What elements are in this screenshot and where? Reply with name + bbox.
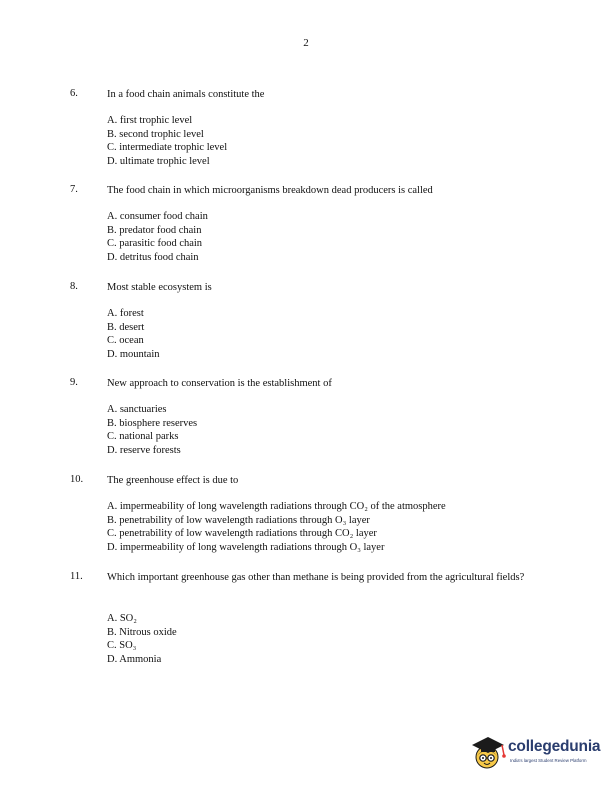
option-d: D. ultimate trophic level [107, 155, 210, 167]
option-b: B. Nitrous oxide [107, 626, 177, 638]
option-c: C. intermediate trophic level [107, 142, 228, 153]
option-c: C. ocean [107, 335, 144, 346]
option-d: D. reserve forests [107, 444, 181, 456]
option-c: C. penetrability of low wavelength radiations through CO₂ layer [107, 528, 377, 539]
question-text: The greenhouse effect is due to [107, 475, 239, 486]
question-number: 10. [70, 474, 84, 485]
question-number: 9. [70, 377, 78, 388]
collegedunia-logo [470, 733, 606, 773]
option-b: B. penetrability of low wavelength radiations through O₃ layer [107, 514, 370, 526]
question-text: New approach to conservation is the establishment of [107, 378, 332, 389]
question-number: 11. [70, 571, 83, 582]
option-d: D. mountain [107, 348, 160, 360]
question-number: 6. [70, 88, 78, 99]
option-b: B. second trophic level [107, 128, 204, 140]
graduate-mascot-icon [470, 733, 510, 773]
option-list [107, 403, 197, 457]
option-d: D. impermeability of long wavelength radiations through O₃ layer [107, 541, 385, 553]
option-a: A. consumer food chain [107, 211, 208, 222]
page-number: 2 [303, 37, 309, 49]
option-c: C. parasitic food chain [107, 238, 203, 249]
option-a: A. sanctuaries [107, 404, 167, 415]
option-list [107, 210, 208, 264]
option-a: A. SO₂ [107, 613, 137, 624]
question-text: Most stable ecosystem is [107, 282, 212, 293]
question-text: The food chain in which microorganisms breakdown dead producers is called [107, 185, 433, 196]
question-number: 8. [70, 281, 78, 292]
question-text: In a food chain animals constitute the [107, 89, 265, 100]
option-list [107, 612, 177, 666]
option-c: C. national parks [107, 431, 179, 442]
question-number: 7. [70, 184, 78, 195]
option-c: C. SO₃ [107, 640, 137, 651]
option-list [107, 114, 227, 168]
option-b: B. biosphere reserves [107, 417, 198, 429]
question-text: Which important greenhouse gas other than methane is being provided from the agricultural fields? [107, 572, 525, 583]
option-a: A. forest [107, 308, 144, 319]
option-d: D. Ammonia [107, 653, 162, 665]
option-b: B. desert [107, 321, 145, 333]
option-a: A. impermeability of long wavelength radiations through CO₂ of the atmosphere [107, 501, 446, 512]
option-a: A. first trophic level [107, 115, 193, 126]
option-list [107, 500, 446, 554]
option-list [107, 307, 160, 361]
option-b: B. predator food chain [107, 224, 202, 236]
brand-tagline: India's largest Student Review Platform [510, 758, 587, 763]
option-d: D. detritus food chain [107, 251, 199, 263]
brand-name: collegedunia [508, 738, 601, 755]
